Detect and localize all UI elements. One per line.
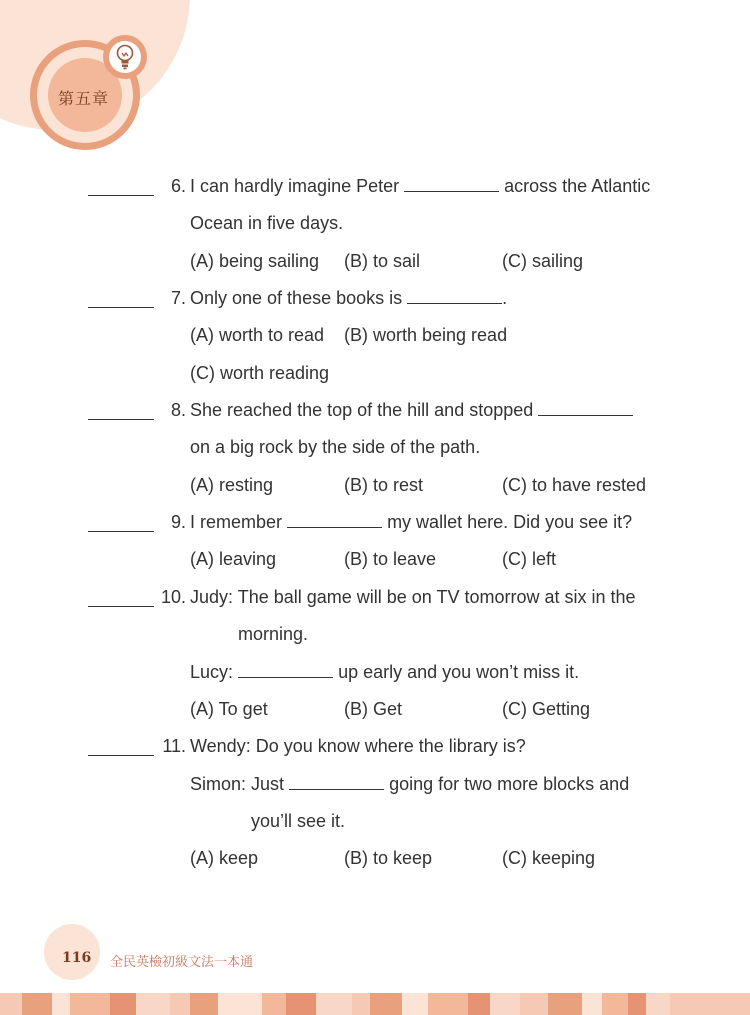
dialogue-line (190, 773, 629, 795)
page-number: 116 (62, 950, 92, 966)
option-b: (B) to rest (344, 475, 424, 495)
question-text-part: up early and you won’t miss it. (338, 662, 580, 682)
footer-strip-segment (218, 993, 262, 1015)
question-text-part: I remember (190, 512, 283, 532)
footer-strip-segment (0, 993, 22, 1015)
footer-color-strip (0, 993, 750, 1015)
footer-strip-segment (370, 993, 402, 1015)
question-number: 8. (170, 400, 186, 420)
question-text-part: going for two more blocks and (389, 774, 630, 794)
answer-blank[interactable] (88, 195, 154, 196)
answer-blank[interactable] (88, 307, 154, 308)
dialogue-line: morning. (238, 624, 309, 644)
question-text: on a big rock by the side of the path. (190, 437, 481, 457)
footer-strip-segment (628, 993, 646, 1015)
fill-blank (404, 177, 499, 192)
footer-strip-segment (110, 993, 136, 1015)
answer-blank[interactable] (88, 755, 154, 756)
footer-strip-segment (316, 993, 352, 1015)
dialogue-line: Judy: The ball game will be on TV tomorrow at six in the (190, 587, 636, 607)
option-b: (B) to keep (344, 848, 433, 868)
question-number: 7. (170, 288, 186, 308)
footer-strip-segment (52, 993, 70, 1015)
option-c: (C) keeping (502, 848, 596, 868)
question-text (190, 511, 632, 533)
footer-strip-segment (136, 993, 170, 1015)
answer-blank[interactable] (88, 606, 154, 607)
dialogue-line (190, 661, 579, 683)
option-b: (B) to sail (344, 251, 421, 271)
question-text (190, 399, 633, 421)
footer-strip-segment (262, 993, 286, 1015)
footer-strip-segment (22, 993, 52, 1015)
question-text (190, 287, 507, 309)
option-a: (A) resting (190, 475, 274, 495)
question-text-part: . (502, 288, 508, 308)
fill-blank (289, 775, 384, 790)
answer-blank[interactable] (88, 419, 154, 420)
option-c: (C) to have rested (502, 475, 647, 495)
footer-strip-segment (352, 993, 370, 1015)
option-a: (A) worth to read (190, 325, 325, 345)
footer-strip-segment (490, 993, 520, 1015)
footer-strip-segment (286, 993, 316, 1015)
question-text: Ocean in five days. (190, 213, 344, 233)
footer-strip-segment (70, 993, 110, 1015)
dialogue-line: you’ll see it. (251, 811, 346, 831)
footer-strip-segment (170, 993, 190, 1015)
question-text-part: Only one of these books is (190, 288, 403, 308)
question-number: 10. (160, 587, 186, 607)
footer-strip-segment (468, 993, 490, 1015)
fill-blank (407, 289, 502, 304)
fill-blank (287, 513, 382, 528)
option-c: (C) worth reading (190, 363, 330, 383)
question-text (190, 175, 650, 197)
question-text-part: I can hardly imagine Peter (190, 176, 400, 196)
question-number: 6. (170, 176, 186, 196)
option-b: (B) Get (344, 699, 403, 719)
question-text-part: across the Atlantic (504, 176, 651, 196)
footer-strip-segment (670, 993, 750, 1015)
book-title: 全民英檢初級文法一本通 (110, 955, 254, 970)
option-c: (C) left (502, 549, 556, 569)
option-a: (A) leaving (190, 549, 277, 569)
question-text-part: Lucy: (190, 662, 234, 682)
chapter-label: 第五章 (58, 89, 110, 108)
question-number: 11. (162, 736, 186, 756)
question-text-part: She reached the top of the hill and stopped (190, 400, 534, 420)
question-text-part: Simon: Just (190, 774, 285, 794)
option-a: (A) keep (190, 848, 259, 868)
footer-strip-segment (582, 993, 602, 1015)
footer-strip-segment (402, 993, 428, 1015)
question-text-part: my wallet here. Did you see it? (387, 512, 633, 532)
fill-blank (538, 401, 633, 416)
option-a: (A) being sailing (190, 251, 320, 271)
question-number: 9. (170, 512, 186, 532)
option-c: (C) Getting (502, 699, 591, 719)
dialogue-line: Wendy: Do you know where the library is? (190, 736, 526, 756)
footer-strip-segment (520, 993, 548, 1015)
footer-strip-segment (548, 993, 582, 1015)
fill-blank (238, 663, 333, 678)
footer-strip-segment (190, 993, 218, 1015)
answer-blank[interactable] (88, 531, 154, 532)
footer-strip-segment (646, 993, 670, 1015)
option-c: (C) sailing (502, 251, 584, 271)
footer-strip-segment (602, 993, 628, 1015)
option-b: (B) worth being read (344, 325, 508, 345)
option-b: (B) to leave (344, 549, 437, 569)
footer-strip-segment (428, 993, 468, 1015)
option-a: (A) To get (190, 699, 268, 719)
